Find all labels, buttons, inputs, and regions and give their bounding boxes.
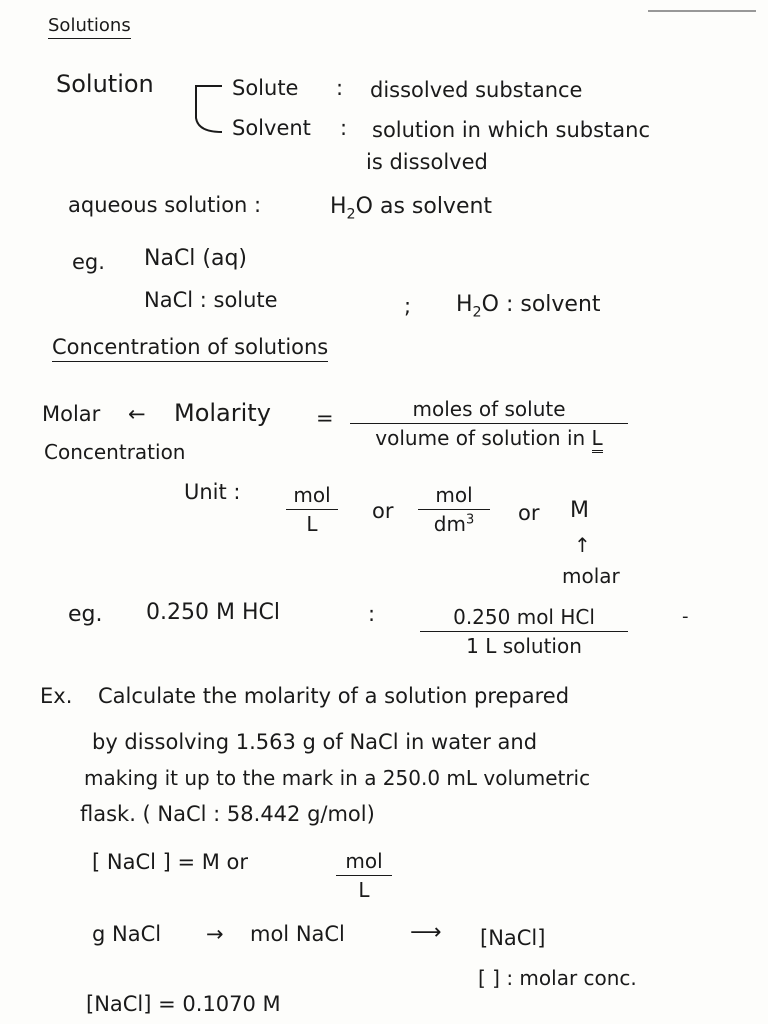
solute-label: Solute — [232, 76, 299, 100]
aqueous-formula: $H_2O$ as solvent — [330, 194, 493, 223]
equals-sign: = — [316, 406, 334, 430]
fraction-numerator: moles of solute — [412, 397, 566, 421]
nacl-aq: NaCl (aq) — [144, 246, 248, 271]
nacl-molarity-eq: [ NaCl ] = M or — [92, 850, 249, 874]
chain-moles: mol NaCl — [250, 922, 345, 946]
page-heading: Solutions — [48, 17, 131, 39]
nacl-solute: NaCl : solute — [144, 288, 278, 312]
bracket-note: [ ] : molar conc. — [478, 966, 637, 990]
solvent-description-2: is dissolved — [366, 150, 488, 174]
exercise-prefix: Ex. — [40, 684, 73, 708]
example-prefix-2: eg. — [68, 602, 103, 627]
exercise-line-4: flask. ( NaCl : 58.442 g/mol) — [80, 802, 375, 826]
solute-colon: : — [336, 76, 344, 100]
mol-per-l-fraction: mol L — [336, 850, 392, 901]
exercise-line-2: by dissolving 1.563 g of NaCl in water and — [92, 730, 538, 754]
solvent-colon: : — [340, 116, 348, 140]
solution-term: Solution — [56, 70, 154, 98]
molarity-word: Molarity — [174, 399, 271, 427]
unit-mol-per-l: mol L — [286, 484, 338, 535]
solvent-description-1: solution in which substanc — [372, 118, 650, 142]
or-1: or — [372, 499, 394, 523]
molar-note: molar — [562, 564, 620, 588]
left-arrow: ← — [128, 402, 146, 426]
water-solvent: $H_2O$ : solvent — [456, 292, 601, 321]
concentration-word: Concentration — [44, 440, 186, 464]
fraction-denominator: volume of solution in L — [350, 427, 628, 449]
hcl-colon: : — [368, 602, 376, 626]
stray-mark: - — [682, 606, 689, 627]
exercise-line-1: Calculate the molarity of a solution prepared — [98, 684, 570, 708]
semicolon: ; — [404, 294, 412, 318]
hcl-value: 0.250 M HCl — [146, 600, 280, 625]
solute-description: dissolved substance — [370, 78, 583, 102]
concentration-heading: Concentration of solutions — [52, 337, 328, 362]
example-prefix-1: eg. — [72, 250, 105, 274]
chain-arrow-2: ⟶ — [410, 920, 442, 945]
chain-arrow-1: → — [206, 922, 224, 946]
or-2: or — [518, 501, 540, 525]
hcl-fraction: 0.250 mol HCl 1 L solution — [420, 606, 628, 657]
chain-concentration: [NaCl] — [480, 926, 546, 950]
unit-m: M — [570, 498, 589, 523]
molar-word: Molar — [42, 402, 101, 426]
solvent-label: Solvent — [232, 116, 311, 140]
exercise-line-3: making it up to the mark in a 250.0 mL volumetric — [84, 766, 591, 790]
aqueous-label: aqueous solution : — [68, 193, 262, 217]
result: [NaCl] = 0.1070 M — [86, 992, 281, 1016]
unit-label: Unit : — [184, 480, 241, 504]
up-arrow: ↑ — [574, 533, 591, 557]
unit-mol-per-dm3: mol $dm^3$ — [418, 484, 490, 535]
chain-grams: g NaCl — [92, 922, 162, 946]
